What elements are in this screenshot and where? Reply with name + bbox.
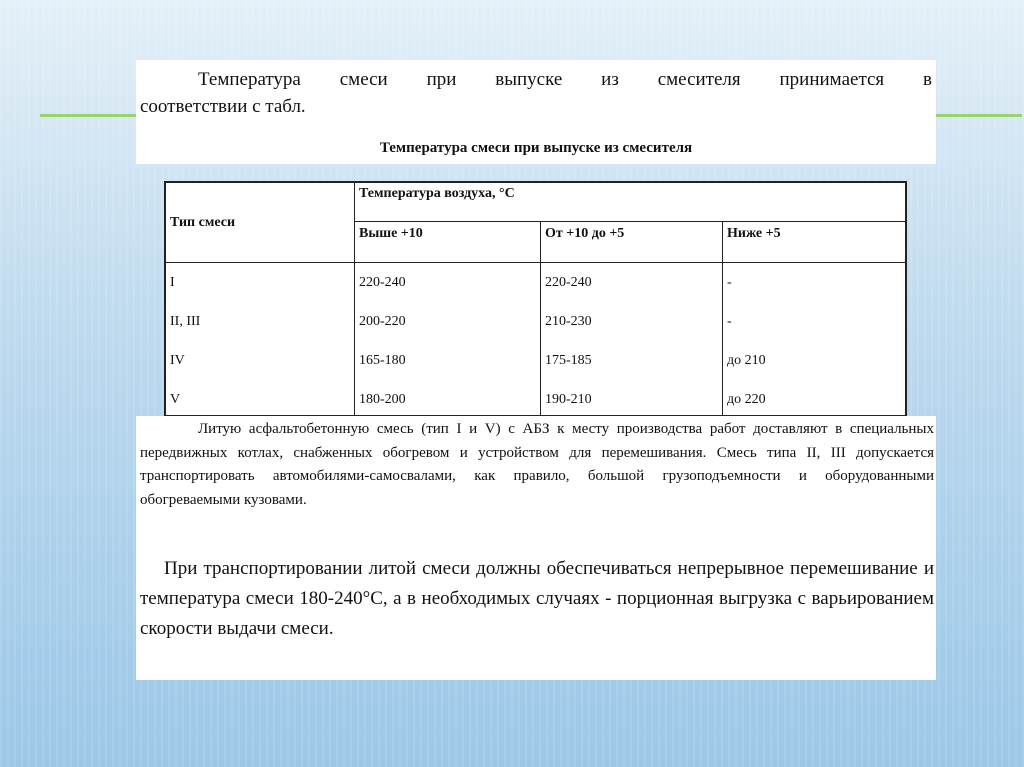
table-cell: IV [170, 353, 185, 368]
column-header: От +10 до +5 [541, 222, 723, 263]
below-5-column [723, 263, 906, 420]
intro-box [136, 60, 936, 164]
table-cell: 165-180 [359, 353, 406, 368]
table-cell: 210-230 [545, 314, 592, 329]
table-cell: - [727, 275, 732, 290]
table-cell: 220-240 [359, 275, 406, 290]
table-cell: 220-240 [545, 275, 592, 290]
paragraph-transport-wrap [136, 554, 936, 644]
temperature-table [164, 181, 907, 416]
header-air-temperature: Температура воздуха, °С [355, 183, 906, 222]
paragraph-transport: При транспортировании литой смеси должны обеспечиваться непрерывное перемешивание и температура смеси 180-240°С, а в необходимых случаях - порционная выгрузка с варьированием скорости выдачи смеси. [140, 558, 934, 639]
table-cell: V [170, 392, 181, 407]
column-header: Ниже +5 [723, 222, 906, 263]
above-10-column [355, 263, 541, 420]
table-cell: до 220 [727, 392, 766, 407]
intro-line-2: соответствии с табл. [140, 96, 306, 117]
table-cell: 180-200 [359, 392, 406, 407]
table-grid [165, 182, 906, 420]
paragraph-delivery: Литую асфальтобетонную смесь (тип I и V) с АБЗ к месту производства работ доставляют в специальных передвижных котлах, снабженных обогревом и устройством для перемешивания. Смесь типа II, III допускается транспортировать автомобилями-самосвалами, как правило, большой грузоподъемности и оборудованными обогреваемыми кузовами. [140, 421, 934, 508]
table-cell: 200-220 [359, 314, 406, 329]
table-cell: до 210 [727, 353, 766, 368]
table-title: Температура смеси при выпуске из смесителя [379, 140, 693, 156]
header-mix-type: Тип смеси [166, 183, 355, 263]
table-cell: - [727, 314, 732, 329]
table-cell: 190-210 [545, 392, 592, 407]
accent-line-left [40, 114, 136, 117]
mix-type-column [166, 263, 355, 420]
column-header: Выше +10 [355, 222, 541, 263]
table-cell: I [170, 275, 175, 290]
table-cell: 175-185 [545, 353, 592, 368]
accent-line-right [936, 114, 1022, 117]
table-cell: II, III [170, 314, 201, 329]
from-10-to-5-column [541, 263, 723, 420]
intro-line-1: Температура смеси при выпуске из смесителя принимается в [198, 69, 932, 90]
